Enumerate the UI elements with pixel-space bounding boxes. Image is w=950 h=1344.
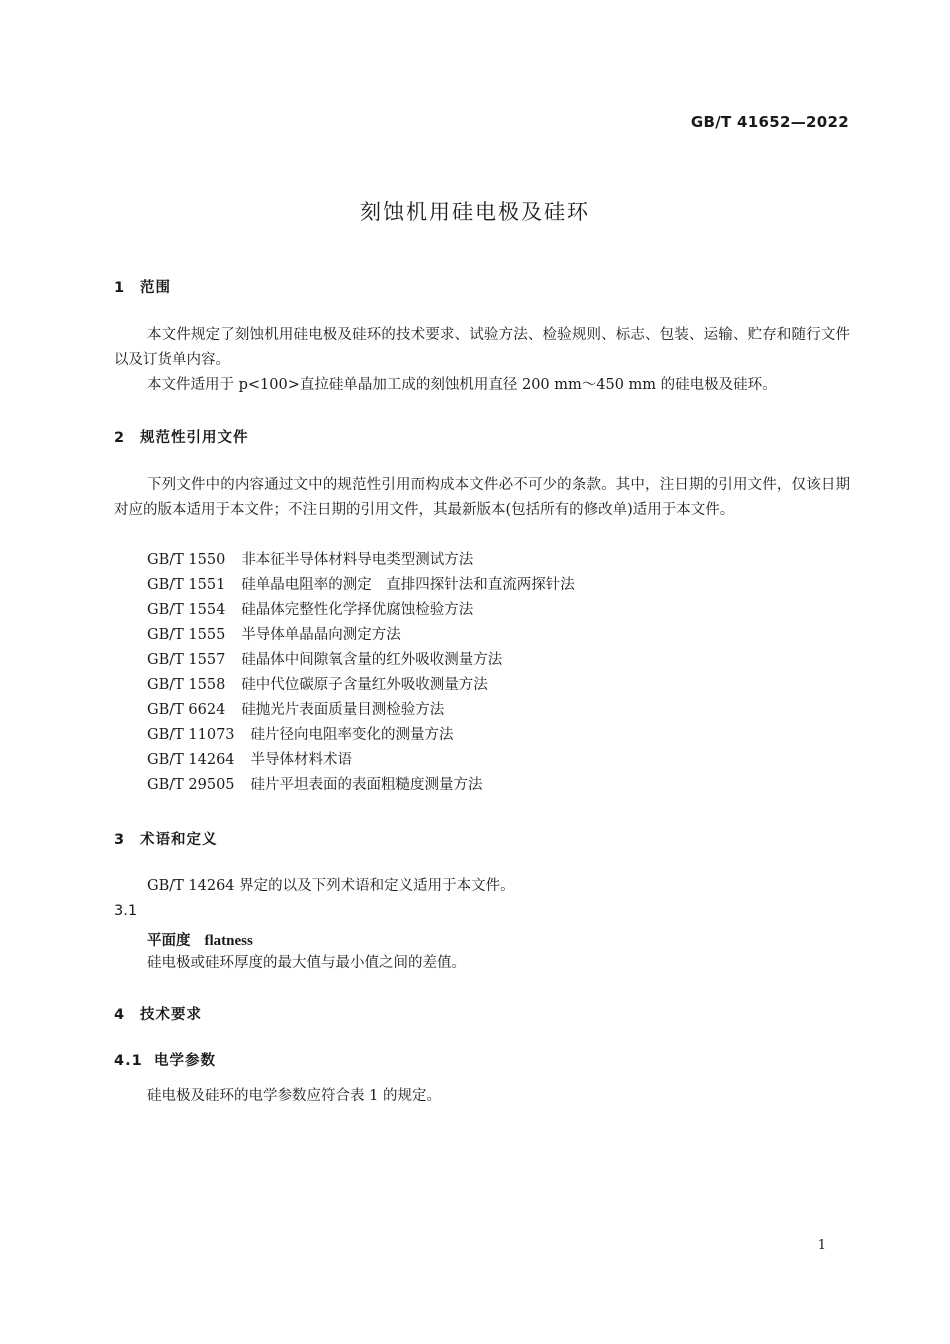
term-en: flatness <box>204 933 253 949</box>
reference-code: GB/T 1551 <box>147 577 226 593</box>
scope-paragraph-1: 本文件规定了刻蚀机用硅电极及硅环的技术要求、试验方法、检验规则、标志、包装、运输、贮存和随行文件以及订货单内容。 <box>114 327 850 368</box>
section-title: 技术要求 <box>140 1007 202 1023</box>
reference-code: GB/T 1555 <box>147 627 226 643</box>
section-3-heading <box>114 828 218 849</box>
reference-item <box>147 548 473 573</box>
reference-code: GB/T 11073 <box>147 727 235 743</box>
term-definition: 硅电极或硅环厚度的最大值与最小值之间的差值。 <box>147 955 466 971</box>
reference-code: GB/T 1558 <box>147 677 226 693</box>
section-title: 规范性引用文件 <box>140 430 249 446</box>
reference-item <box>147 573 575 598</box>
subsection-number: 4.1 <box>114 1053 143 1069</box>
terms-intro: GB/T 14264 界定的以及下列术语和定义适用于本文件。 <box>147 878 515 894</box>
reference-code: GB/T 1557 <box>147 652 226 668</box>
subsection-4-1-heading <box>114 1049 216 1070</box>
section-4-heading <box>114 1003 202 1024</box>
section-2-heading <box>114 426 249 447</box>
reference-title: 硅抛光片表面质量目测检验方法 <box>241 702 445 718</box>
reference-item <box>147 648 502 673</box>
reference-title: 硅晶体完整性化学择优腐蚀检验方法 <box>241 602 474 618</box>
reference-title: 硅单晶电阻率的测定 直排四探针法和直流两探针法 <box>241 577 575 593</box>
reference-code: GB/T 14264 <box>147 752 235 768</box>
section-number: 3 <box>114 832 126 848</box>
standard-code: GB/T 41652—2022 <box>690 113 849 131</box>
reference-title: 非本征半导体材料导电类型测试方法 <box>241 552 474 568</box>
document-title: 刻蚀机用硅电极及硅环 <box>360 200 590 224</box>
reference-title: 半导体单晶晶向测定方法 <box>241 627 401 643</box>
references-intro: 下列文件中的内容通过文中的规范性引用而构成本文件必不可少的条款。其中，注日期的引用文件，仅该日期对应的版本适用于本文件；不注日期的引用文件，其最新版本(包括所有的修改单)适用于本文件。 <box>114 477 850 518</box>
reference-title: 硅中代位碳原子含量红外吸收测量方法 <box>241 677 488 693</box>
section-number: 2 <box>114 430 126 446</box>
reference-code: GB/T 1554 <box>147 602 226 618</box>
electrical-params-text: 硅电极及硅环的电学参数应符合表 1 的规定。 <box>147 1088 441 1104</box>
reference-item <box>147 773 483 798</box>
reference-item <box>147 748 352 773</box>
reference-item <box>147 673 488 698</box>
reference-item <box>147 598 473 623</box>
reference-code: GB/T 29505 <box>147 777 235 793</box>
reference-title: 硅片平坦表面的表面粗糙度测量方法 <box>250 777 483 793</box>
reference-code: GB/T 1550 <box>147 552 226 568</box>
clause-number: 3.1 <box>114 903 138 919</box>
section-number: 1 <box>114 280 126 296</box>
scope-paragraph-2: 本文件适用于 p<100>直拉硅单晶加工成的刻蚀机用直径 200 mm～450 mm 的硅电极及硅环。 <box>147 377 777 393</box>
reference-item <box>147 723 454 748</box>
page-number: 1 <box>817 1238 826 1253</box>
reference-title: 硅晶体中间隙氧含量的红外吸收测量方法 <box>241 652 503 668</box>
reference-title: 硅片径向电阻率变化的测量方法 <box>250 727 454 743</box>
section-number: 4 <box>114 1007 126 1023</box>
subsection-title: 电学参数 <box>154 1053 216 1069</box>
term-zh: 平面度 <box>147 933 191 949</box>
section-title: 术语和定义 <box>140 832 218 848</box>
reference-item <box>147 698 444 723</box>
reference-item <box>147 623 401 648</box>
section-title: 范围 <box>140 280 171 296</box>
reference-code: GB/T 6624 <box>147 702 226 718</box>
term-entry <box>147 929 253 950</box>
reference-title: 半导体材料术语 <box>250 752 353 768</box>
section-1-heading <box>114 276 171 297</box>
